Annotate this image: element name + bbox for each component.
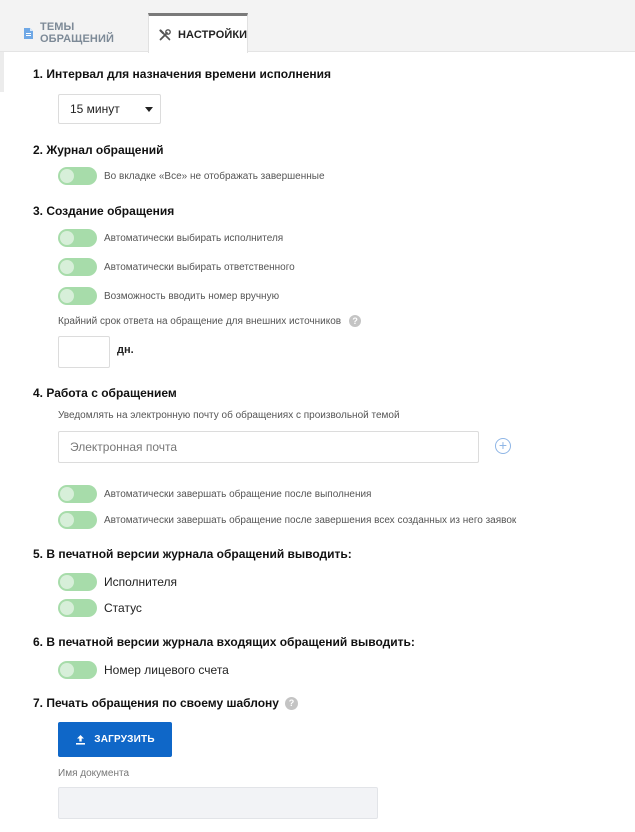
email-field[interactable] [58, 431, 479, 463]
section-print-journal-title: 5. В печатной версии журнала обращений выводить: [33, 547, 352, 561]
upload-button-label: ЗАГРУЗИТЬ [94, 734, 155, 745]
side-strip [0, 52, 4, 92]
manual-number-toggle[interactable] [58, 287, 97, 305]
auto-complete-requests-label: Автоматически завершать обращение после завершения всех созданных из него заявок [104, 514, 517, 526]
add-email-button[interactable] [495, 438, 511, 454]
help-icon[interactable]: ? [349, 315, 361, 327]
plus-icon: + [498, 437, 508, 453]
manual-number-label: Возможность вводить номер вручную [104, 290, 280, 302]
help-icon[interactable]: ? [285, 697, 298, 710]
print-account-label: Номер лицевого счета [104, 663, 229, 677]
tab-topics[interactable] [14, 13, 148, 53]
print-executor-toggle[interactable] [58, 573, 97, 591]
auto-complete-toggle[interactable] [58, 485, 97, 503]
auto-executor-label: Автоматически выбирать исполнителя [104, 232, 284, 244]
deadline-label: Крайний срок ответа на обращение для внешних источников [58, 316, 342, 327]
days-unit-label: дн. [117, 344, 134, 356]
interval-select-value: 15 минут [70, 102, 120, 116]
auto-responsible-label: Автоматически выбирать ответственного [104, 261, 295, 273]
doc-name-field[interactable] [58, 787, 378, 819]
toggle-row-auto-responsible [58, 258, 295, 276]
auto-executor-toggle[interactable] [58, 229, 97, 247]
toggle-row-print-account [58, 661, 229, 679]
hide-completed-label: Во вкладке «Все» не отображать завершенные [104, 170, 325, 182]
section-work-title: 4. Работа с обращением [33, 386, 177, 400]
upload-button[interactable] [58, 722, 172, 757]
tab-settings[interactable] [148, 13, 248, 53]
doc-name-label: Имя документа [58, 768, 130, 779]
toggle-row-print-status [58, 599, 142, 617]
upload-icon [75, 734, 86, 745]
section-creation-title: 3. Создание обращения [33, 204, 175, 218]
document-icon [24, 28, 33, 39]
print-template-title-text: 7. Печать обращения по своему шаблону [33, 696, 279, 710]
caret-down-icon [145, 107, 153, 112]
auto-responsible-toggle[interactable] [58, 258, 97, 276]
deadline-hint [58, 315, 361, 327]
auto-complete-requests-toggle[interactable] [58, 511, 97, 529]
print-account-toggle[interactable] [58, 661, 97, 679]
tools-icon [159, 29, 171, 41]
section-print-incoming-title: 6. В печатной версии журнала входящих обращений выводить: [33, 635, 415, 649]
tab-settings-label: НАСТРОЙКИ [178, 28, 248, 41]
toggle-row-hide-completed [58, 167, 325, 185]
section-interval-title: 1. Интервал для назначения времени исполнения [33, 67, 332, 81]
print-status-label: Статус [104, 601, 142, 615]
toggle-row-auto-complete-requests [58, 511, 516, 529]
notify-label: Уведомлять на электронную почту об обращениях с произвольной темой [58, 410, 400, 421]
interval-select[interactable] [58, 94, 161, 124]
auto-complete-label: Автоматически завершать обращение после выполнения [104, 488, 372, 500]
tab-topics-label: ТЕМЫ ОБРАЩЕНИЙ [40, 21, 114, 45]
section-journal-title: 2. Журнал обращений [33, 143, 164, 157]
deadline-days-input[interactable] [58, 336, 110, 368]
toggle-row-manual-number [58, 287, 279, 305]
print-status-toggle[interactable] [58, 599, 97, 617]
toggle-row-auto-complete [58, 485, 371, 503]
toggle-row-auto-executor [58, 229, 283, 247]
toggle-row-print-executor [58, 573, 177, 591]
section-print-template-title [33, 696, 298, 710]
hide-completed-toggle[interactable] [58, 167, 97, 185]
print-executor-label: Исполнителя [104, 575, 178, 589]
